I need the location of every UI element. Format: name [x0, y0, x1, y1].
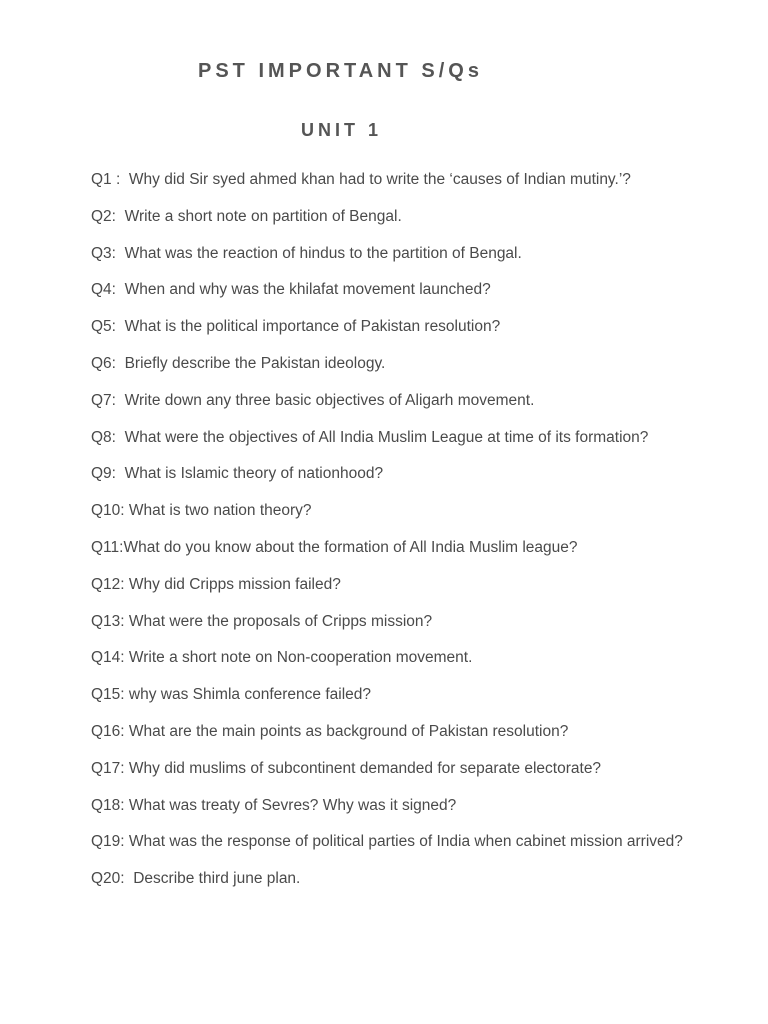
question-item: Q8: What were the objectives of All India Muslim League at time of its formation?: [91, 428, 649, 446]
question-item: Q7: Write down any three basic objectives of Aligarh movement.: [91, 391, 535, 409]
question-item: Q10: What is two nation theory?: [91, 502, 312, 520]
question-item: Q15: why was Shimla conference failed?: [91, 686, 372, 704]
question-item: Q13: What were the proposals of Cripps mission?: [91, 612, 433, 630]
unit-heading: UNIT 1: [301, 120, 383, 140]
question-item: Q14: Write a short note on Non-cooperation movement.: [91, 649, 473, 667]
question-item: Q5: What is the political importance of Pakistan resolution?: [91, 318, 501, 336]
question-item: Q3: What was the reaction of hindus to the partition of Bengal.: [91, 244, 522, 262]
question-item: Q12: Why did Cripps mission failed?: [91, 575, 341, 593]
question-item: Q17: Why did muslims of subcontinent demanded for separate electorate?: [91, 759, 602, 777]
question-item: Q20: Describe third june plan.: [91, 870, 301, 888]
question-item: Q16: What are the main points as background of Pakistan resolution?: [91, 722, 569, 740]
question-item: Q6: Briefly describe the Pakistan ideology.: [91, 354, 386, 372]
question-item: Q9: What is Islamic theory of nationhood?: [91, 465, 384, 483]
question-item: Q4: When and why was the khilafat movement launched?: [91, 281, 491, 299]
document-title: PST IMPORTANT S/Qs: [198, 60, 483, 82]
question-item: Q2: Write a short note on partition of Bengal.: [91, 207, 402, 225]
question-list: [91, 166, 691, 902]
question-item: Q19: What was the response of political parties of India when cabinet mission arrived?: [91, 833, 683, 851]
question-item: Q18: What was treaty of Sevres? Why was it signed?: [91, 796, 457, 814]
question-item: Q1 : Why did Sir syed ahmed khan had to write the ‘causes of Indian mutiny.’?: [91, 171, 631, 188]
question-item: Q11:What do you know about the formation of All India Muslim league?: [91, 538, 578, 556]
